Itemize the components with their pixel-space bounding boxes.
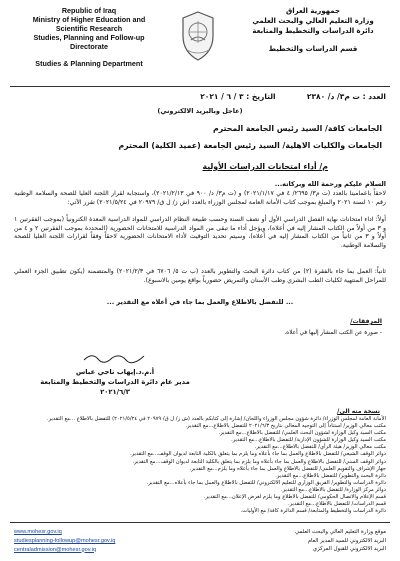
attachments-heading: المرفقات/	[350, 318, 382, 325]
copy-recipient: دوائر مركز الوزارة/ للتفضل بالاطلاع...مع التقدير.	[281, 486, 386, 493]
copy-recipient: مكتب معالي الوزير/ هيئة الرأي/ للتفضل بالاطلاع...مع التقدير.	[254, 444, 386, 451]
copy-recipient: دوائر الوقف الشيعي/ للتفضل بالاطلاع والعمل بما جاء بأعلاه وما يلزم بما يتعلق بالكلية التابعة لديوان الوقف...مع التقدير.	[129, 451, 386, 458]
body-paragraph: أولاً: اداء امتحانات نهاية الفصل الدراسي الأول أو نصف السنة وحسب طبيعة النظام الدراسي للمواد الدراسية المعدة الكترونياً (بموجب الفقرتين ١ و ٣ من أولاً من الكتاب المشار إليه في أعلاه)، ويؤجل أداء ما تبقى من المواد الدراسية للامتحانات الحضورية (المحددة بموجب الفقرتين ٢ و ٤ من أولاً و ٣ من ثانياً من الكتاب المشار إليه في أعلاه)، وسيتم تحديد التوقيت لأداء الامتحانات الحضورية لاحقاً وفقاً لقرارات اللجنة العليا للصحة والسلامة الوطنية.	[14, 216, 387, 249]
en-header-line: Scientific Research	[55, 24, 123, 33]
recipient-line: الجامعات والكليات الاهلية/ السيد رئيس الجامعة (عميد الكلية) المحترم	[118, 141, 382, 150]
footer-label: موقع وزارة التعليم العالي والبحث العلمي	[295, 529, 386, 535]
director-email-link[interactable]: studiesplanning-followup@mohesr.gov.iq	[14, 537, 116, 544]
ar-header-department: قسم الدراسات والتخطيط	[268, 45, 358, 53]
en-header-line: Ministry of Higher Education and	[32, 15, 146, 24]
copies-heading: نسخة منه الى/	[337, 408, 380, 415]
signatory-name: أ.م.د.إيهاب ناجي عباس	[75, 368, 155, 376]
footer-label: البريد الالكتروني للقبول المركزي	[312, 546, 386, 553]
english-letterhead	[14, 6, 164, 68]
footer-label: البريد الالكتروني للسيد المدير العام	[307, 537, 386, 544]
footer-labels	[295, 528, 386, 554]
ministry-logo-icon	[173, 8, 223, 64]
footer-links	[14, 528, 115, 554]
copy-recipient: قسم الإعلام والاتصال الحكومي/ للتفضل بالاطلاع وما يلزم لغرض الإعلان...مع التقدير.	[203, 494, 386, 501]
copy-recipient: قسم الدراسات/ للتفضل بالاطلاع...مع التقدير.	[288, 501, 386, 508]
signature-block	[40, 350, 190, 397]
reference-line	[200, 92, 386, 101]
copy-recipient: جهاز الإشراف والتقويم العلمي/ للتفضل بالاطلاع والعمل بما جاء بأعلاه وما يلزم...مع التقدير.	[189, 465, 386, 472]
copy-recipient: الأمانة العامة لمجلس الوزراء/ دائرة شؤون مجلس الوزراء واللجان/ إشارة إلى كتابكم بالعدد (ش ز/ ل ق/ ٢٠٩٧٩ في ٢٠٢١/٥/٢٤) للتفضل بالاطلاع ...مع التقدير.	[46, 416, 386, 422]
copy-recipient: دائرة الدراسات والتطوير/ الفريق الوزاري للتعليم الالكتروني/ للتفضل بالاطلاع والعمل بما جاء بأعلاه...مع التقدير.	[146, 479, 386, 486]
closing-note: ... للتفضل بالاطلاع والعمل بما جاء في أعلاه مع التقدير ...	[106, 298, 294, 306]
body-paragraph: لاحقاً باعمامينا بالعدد (ت م٣/ ٢٦٩٥/ ٤ في ٢٠٢١/١/١٧) و (ت م٣/ د/ ٩٠٠ في ٢٠٢١/٢/١٣)، واستجابة لقرار اللجنة العليا للصحة والسلامة الوطنية رقم ١٠ لسنة ٢٠٢١ والمبلغ بموجب كتاب الأمانة العامة لمجلس الوزراء بالعدد (ش ز/ ل ق/ ٢٠٩٧٩ في ٢٠٢١/٥/٢٤) تقرر الآتي:	[14, 190, 386, 206]
body-paragraph: ثانياً: العمل بما جاء بالفقرة (٢) من كتاب دائرة البحث والتطوير بالعدد (ب ت ٥/ ٦٧٠٦ في ٢٠٢١/٢/٣) والمتضمنة (يكون تطبيق الجزء العملي للمراحل المنتهية لكليات الطب البشري وطب الأسنان والتمريض حضورياً بواقع يومين بالاسبوع).	[14, 268, 386, 284]
copy-recipient: دائرة الدراسات والتخطيط والمتابعة/ قسم الدائرة كافة/ مع الأوليات.	[240, 508, 386, 515]
arabic-letterhead	[238, 6, 388, 54]
signatory-title: مدير عام دائرة الدراسات والتخطيط والمتابعة	[40, 378, 190, 386]
en-header-line: Studies, Planning and Follow-up	[33, 33, 145, 42]
copy-recipient: مكتب معالي الوزير/ استناداً إلى التوجيه المعالي بتاريخ ٢٠٢١/٦/٣ للتفضل بالاطلاع...مع التقدير.	[185, 423, 386, 430]
copy-recipient: دوائر الوقف السني/ للتفضل بالاطلاع والعمل بما جاء بأعلاه وما يلزم بما يتعلق بالكلية التابعة لديوان الوقف...مع التقدير.	[132, 458, 386, 465]
copies-list	[16, 416, 386, 515]
reference-date: التاريخ : ٣ / ٦ / ٢٠٢١	[200, 92, 276, 101]
signature-date: ٢٠٢١/٦/٣	[100, 388, 130, 396]
ar-header-line: دائرة الدراسات والتخطيط والمتابعة	[252, 27, 374, 35]
en-header-line: Republic of Iraq	[61, 6, 117, 15]
greeting: السلام عليكم ورحمة الله وبركاته...	[274, 180, 386, 188]
en-header-line: Directorate	[70, 42, 108, 51]
letter-subject: م/ أداء امتحانات الدراسات الأولية	[202, 162, 328, 171]
ar-header-line: جمهورية العراق	[285, 7, 341, 15]
copy-recipient: دائرة البحث والتطوير/ للتفضل بالاطلاع...مع التقدير.	[275, 472, 386, 479]
copy-recipient: مكتب السيد وكيل الوزارة لشؤون البحث العلمي/ للتفضل بالاطلاع...مع التقدير.	[218, 430, 386, 437]
website-link[interactable]: www.mohesr.gov.iq	[14, 529, 62, 535]
ar-header-line: وزارة التعليم العالي والبحث العلمي	[252, 17, 374, 25]
footer-divider	[10, 522, 390, 523]
header-divider	[10, 86, 390, 87]
attachment-item: - صورة عن الكتب المشار إليها في أعلاه.	[284, 330, 382, 336]
urgent-note: (عاجل وبالبريد الالكتروني)	[157, 107, 243, 115]
reference-number: العدد : ت م٣/ د/ ٢٣٨٠	[306, 92, 386, 101]
en-department: Studies & Planning Department	[35, 59, 143, 68]
recipient-line: الجامعات كافة/ السيد رئيس الجامعة المحترم	[213, 124, 382, 133]
admission-email-link[interactable]: centraladmission@mohesr.gov.iq	[14, 546, 97, 553]
copy-recipient: مكتب السيد وكيل الوزارة للشؤون الإدارية/ للتفضل بالاطلاع...مع التقدير.	[231, 437, 386, 444]
handwritten-signature-icon	[80, 350, 150, 364]
